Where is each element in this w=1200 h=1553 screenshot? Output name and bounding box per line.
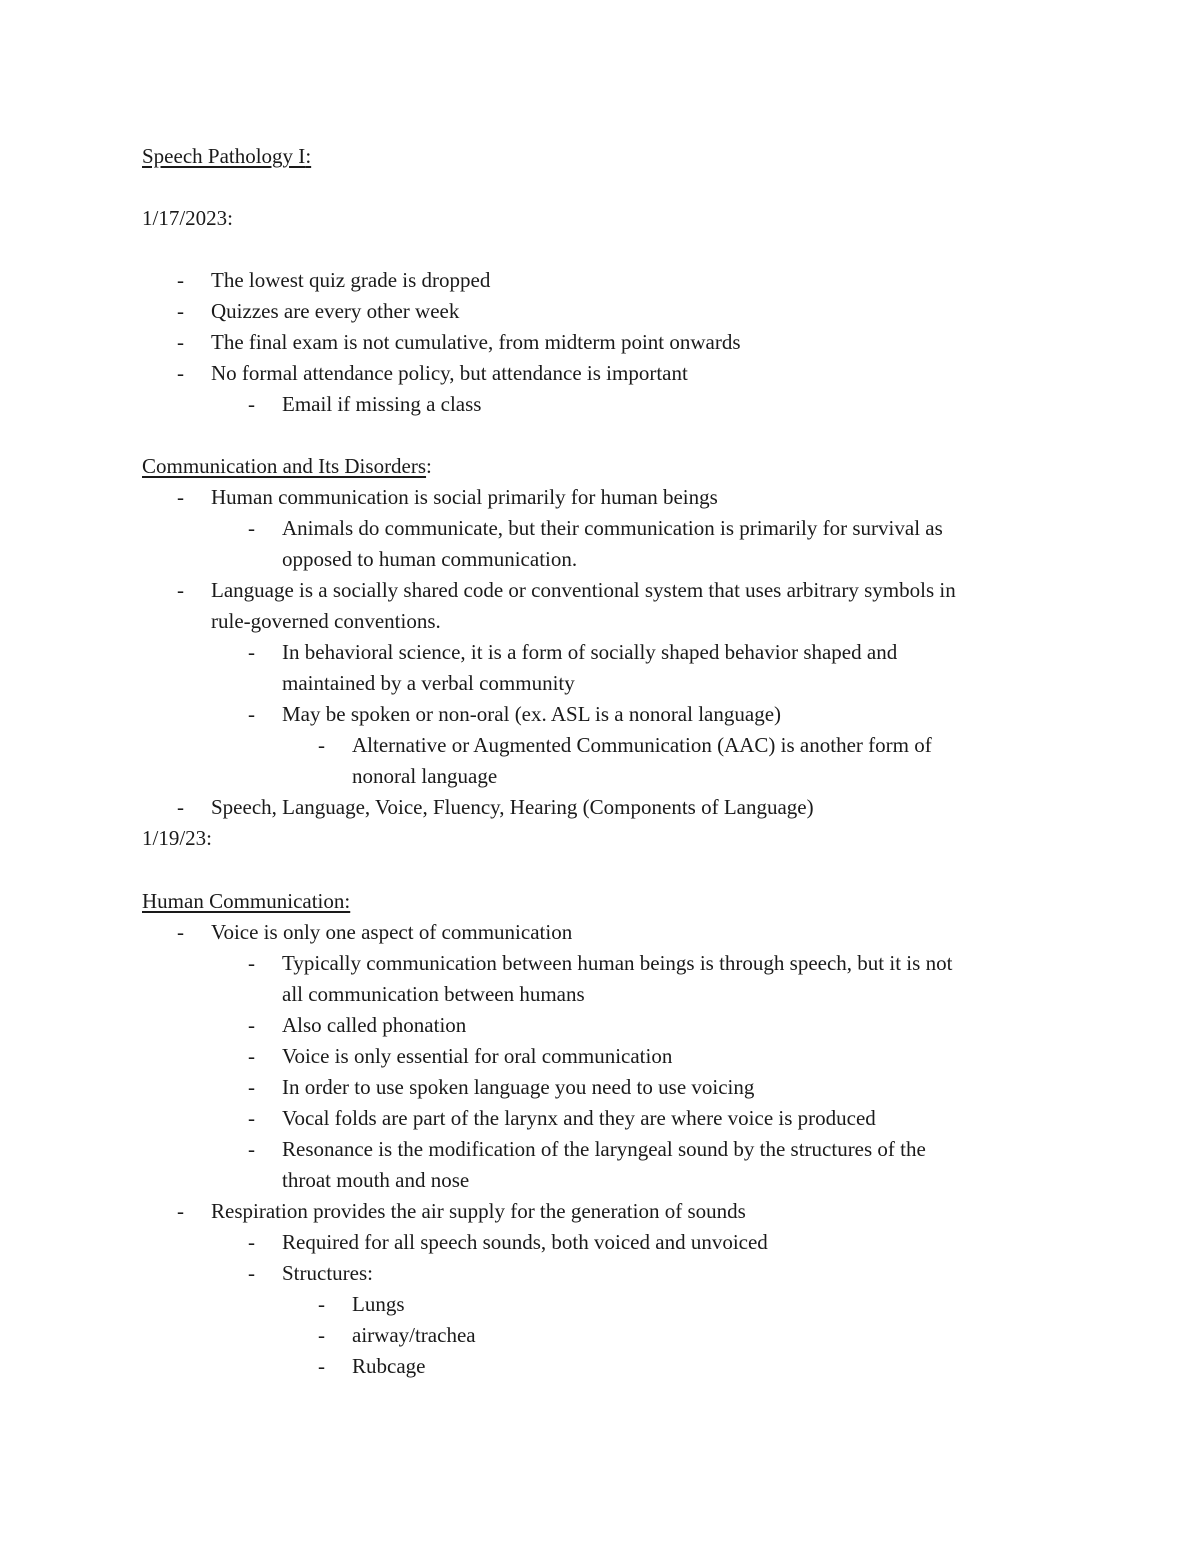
list-item-text: Voice is only essential for oral communication (282, 1044, 673, 1068)
list-item-text: The final exam is not cumulative, from midterm point onwards (211, 330, 741, 354)
date-1: 1/17/2023: (142, 206, 234, 230)
section-heading-human-communication (142, 886, 1082, 917)
list-item-text: Lungs (352, 1292, 405, 1316)
dash: - (177, 485, 184, 509)
heading-text: Communication and Its Disorders (142, 454, 427, 478)
list-item-text: Resonance is the modification of the laryngeal sound by the structures of the (282, 1137, 926, 1161)
dash: - (177, 330, 184, 354)
list-item-text: Alternative or Augmented Communication (AAC) is another form of (352, 733, 932, 757)
dash: - (318, 1323, 325, 1347)
list-item-text: Typically communication between human beings is through speech, but it is not (282, 951, 953, 975)
list-item-text: opposed to human communication. (282, 547, 578, 571)
list-item-text: throat mouth and nose (282, 1168, 470, 1192)
list-item-text: rule-governed conventions. (211, 609, 441, 633)
list-item-text: all communication between humans (282, 982, 585, 1006)
list-item-text: Structures: (282, 1261, 373, 1285)
dash: - (177, 795, 184, 819)
dash: - (248, 1230, 255, 1254)
dash: - (177, 920, 184, 944)
dash: - (318, 1354, 325, 1378)
title-text: Speech Pathology I (142, 144, 306, 168)
list-item-text: Human communication is social primarily for human beings (211, 485, 718, 509)
dash: - (248, 1137, 255, 1161)
dash: - (248, 1261, 255, 1285)
list-item-text: May be spoken or non-oral (ex. ASL is a nonoral language) (282, 702, 782, 726)
list-item-text: Respiration provides the air supply for the generation of sounds (211, 1199, 746, 1223)
dash: - (177, 578, 184, 602)
dash: - (248, 516, 255, 540)
dash: - (248, 1106, 255, 1130)
list-item-text: Speech, Language, Voice, Fluency, Hearing (Components of Language) (211, 795, 814, 819)
list-item-text: Vocal folds are part of the larynx and they are where voice is produced (282, 1106, 876, 1130)
dash: - (177, 361, 184, 385)
list-item-text: Also called phonation (282, 1013, 467, 1037)
list-item-text: No formal attendance policy, but attendance is important (211, 361, 688, 385)
dash: - (248, 951, 255, 975)
list-item-text: Voice is only one aspect of communication (211, 920, 573, 944)
dash: - (318, 1292, 325, 1316)
section-heading-communication-disorders (142, 451, 1082, 482)
dash: - (248, 1075, 255, 1099)
list-item-text: nonoral language (352, 764, 498, 788)
list-item-text: The lowest quiz grade is dropped (211, 268, 491, 292)
dash: - (177, 1199, 184, 1223)
list-item-text: Quizzes are every other week (211, 299, 460, 323)
list-item-text: maintained by a verbal community (282, 671, 575, 695)
list-item-text: Rubcage (352, 1354, 426, 1378)
dash: - (248, 702, 255, 726)
list-item-text: airway/trachea (352, 1323, 476, 1347)
dash: - (177, 268, 184, 292)
dash: - (248, 640, 255, 664)
dash: - (248, 392, 255, 416)
dash: - (248, 1013, 255, 1037)
dash: - (177, 299, 184, 323)
document-title (142, 141, 1082, 172)
heading-suffix: : (426, 454, 432, 478)
list-item-text: In behavioral science, it is a form of socially shaped behavior shaped and (282, 640, 898, 664)
dash: - (318, 733, 325, 757)
list-item-text: Animals do communicate, but their communication is primarily for survival as (282, 516, 943, 540)
list-item-text: Language is a socially shared code or conventional system that uses arbitrary symbols in (211, 578, 956, 602)
list-item-text: In order to use spoken language you need to use voicing (282, 1075, 755, 1099)
date-2: 1/19/23: (142, 826, 213, 850)
list-item-text: Required for all speech sounds, both voiced and unvoiced (282, 1230, 768, 1254)
dash: - (248, 1044, 255, 1068)
list-item-text: Email if missing a class (282, 392, 482, 416)
heading-text: Human Communication: (142, 889, 351, 913)
title-suffix: : (305, 144, 312, 168)
